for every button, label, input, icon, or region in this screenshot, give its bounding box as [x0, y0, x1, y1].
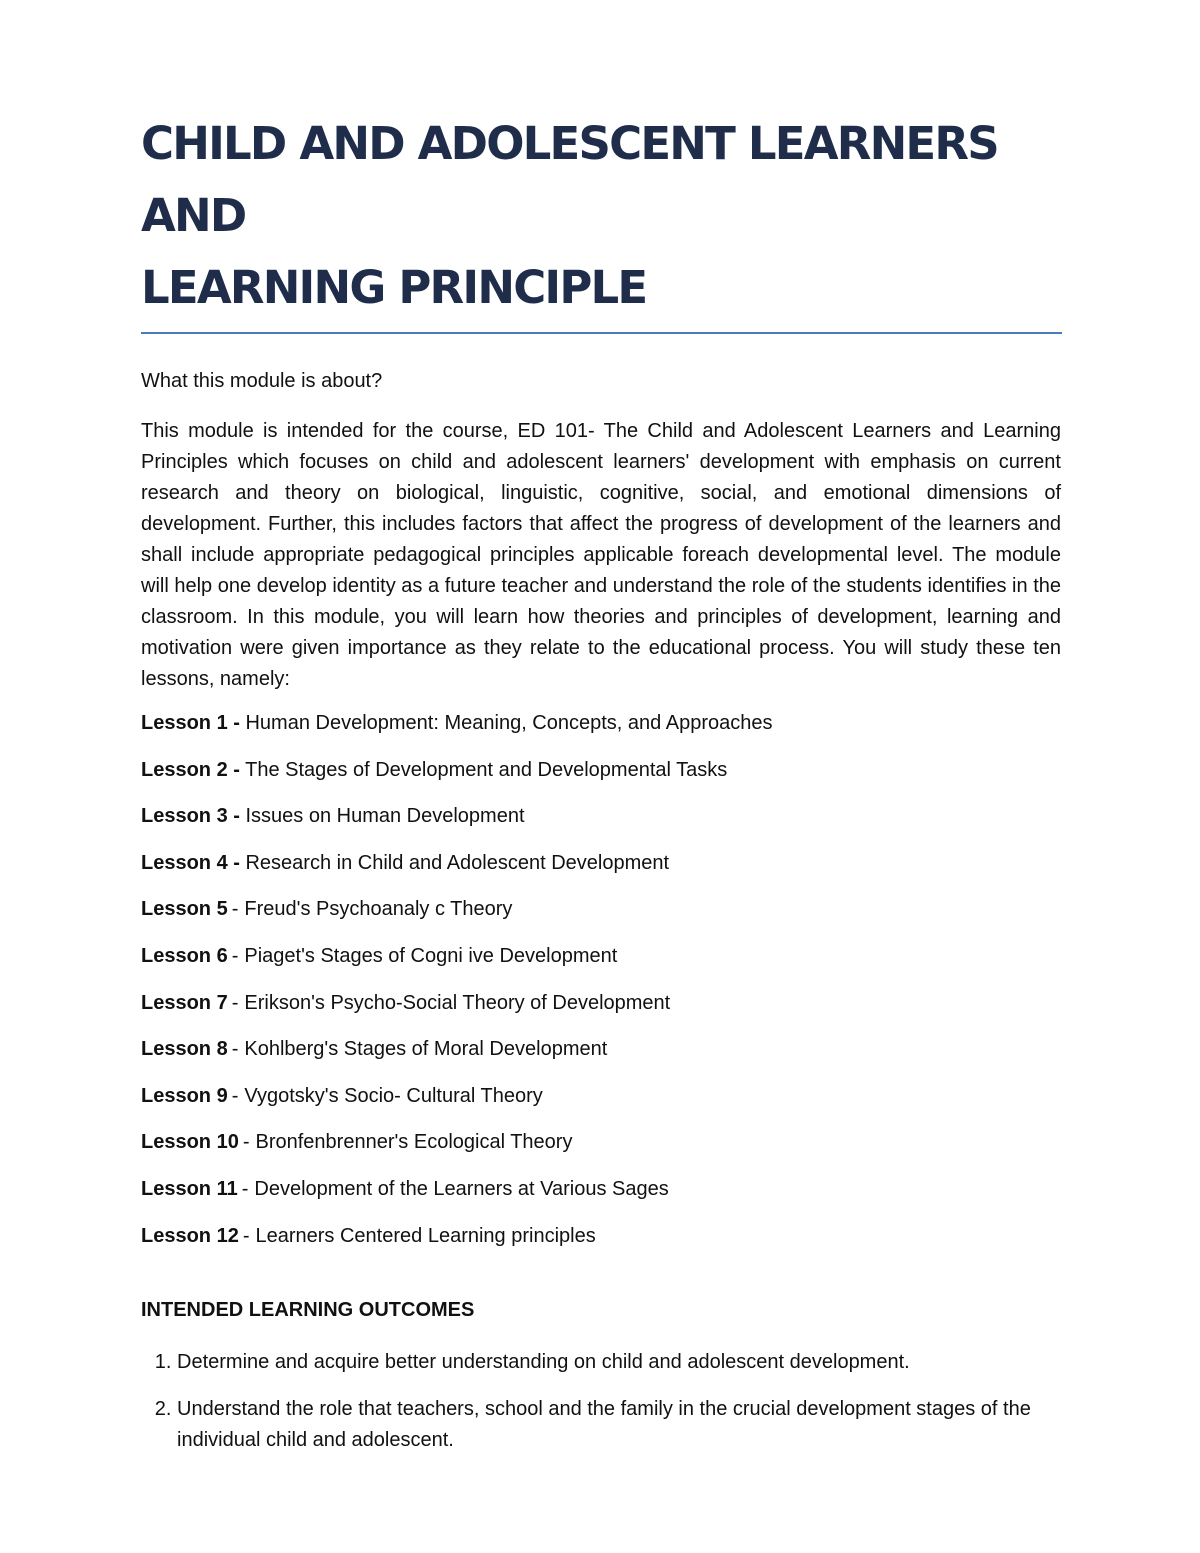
lesson-number: Lesson 4 - — [141, 851, 240, 874]
lesson-number: Lesson 3 - — [141, 805, 240, 828]
lesson-separator: - — [242, 1224, 250, 1247]
lesson-number: Lesson 8 — [141, 1038, 228, 1061]
lesson-item — [141, 991, 1061, 1015]
lesson-item — [141, 897, 1061, 921]
lesson-title: Freud's Psychoanaly c Theory — [244, 898, 513, 921]
lesson-separator: - — [231, 1084, 239, 1107]
lesson-title: Issues on Human Development — [245, 805, 525, 828]
lesson-title: Vygotsky's Socio- Cultural Theory — [244, 1084, 543, 1107]
lesson-item — [141, 804, 1061, 828]
lesson-item — [141, 1037, 1061, 1061]
lesson-title: Bronfenbrenner's Ecological Theory — [255, 1131, 573, 1154]
lesson-title: Learners Centered Learning principles — [255, 1224, 596, 1247]
lesson-title: Development of the Learners at Various Sages — [254, 1177, 669, 1200]
document-title — [141, 108, 1061, 324]
lesson-title: Piaget's Stages of Cogni ive Development — [244, 944, 618, 967]
lesson-separator: - — [241, 1177, 249, 1200]
outcome-item: 1. Determine and acquire better understanding on child and adolescent development. — [177, 1347, 1061, 1378]
lesson-number: Lesson 7 — [141, 991, 228, 1014]
lesson-title: Erikson's Psycho-Social Theory of Development — [244, 991, 671, 1014]
outcomes-list — [141, 1347, 1061, 1456]
lesson-separator: - — [231, 1038, 239, 1061]
lesson-number: Lesson 6 — [141, 944, 228, 967]
lesson-number: Lesson 5 — [141, 898, 228, 921]
lesson-item — [141, 851, 1061, 875]
lesson-item — [141, 1130, 1061, 1154]
lesson-separator: - — [231, 898, 239, 921]
lesson-separator: - — [231, 991, 239, 1014]
lesson-item — [141, 711, 1061, 735]
document-page — [141, 108, 1061, 1472]
lesson-title: Research in Child and Adolescent Development — [245, 851, 670, 874]
lesson-item — [141, 1177, 1061, 1201]
lesson-item — [141, 944, 1061, 968]
lesson-number: Lesson 12 — [141, 1224, 239, 1247]
lesson-separator: - — [242, 1131, 250, 1154]
lesson-number: Lesson 2 - — [141, 758, 240, 781]
outcome-item: 2. Understand the role that teachers, school and the family in the crucial development stages of the individual child and adolescent. — [177, 1394, 1061, 1456]
lesson-title: The Stages of Development and Developmental Tasks — [245, 758, 728, 781]
lesson-title: Kohlberg's Stages of Moral Development — [244, 1038, 608, 1061]
title-line-2: LEARNING PRINCIPLE — [141, 261, 647, 314]
lesson-list — [141, 711, 1061, 1248]
lesson-number: Lesson 11 — [141, 1177, 238, 1200]
lesson-item — [141, 758, 1061, 782]
lesson-number: Lesson 9 — [141, 1084, 228, 1107]
lesson-item — [141, 1084, 1061, 1108]
title-line-1: CHILD AND ADOLESCENT LEARNERS AND — [141, 117, 998, 242]
lesson-number: Lesson 10 — [141, 1131, 239, 1154]
lesson-item — [141, 1224, 1061, 1248]
lesson-number: Lesson 1 - — [141, 712, 240, 734]
about-heading: What this module is about? — [141, 370, 383, 392]
lesson-separator: - — [231, 944, 239, 967]
lesson-title: Human Development: Meaning, Concepts, and Approaches — [245, 712, 773, 734]
title-divider — [141, 332, 1062, 334]
outcomes-heading: INTENDED LEARNING OUTCOMES — [141, 1298, 475, 1321]
intro-paragraph: This module is intended for the course, ED 101- The Child and Adolescent Learners and Learning Principles which focuses on child and adolescent learners' development with emphasis on current research and theory on biological, linguistic, cognitive, social, and emotional dimensions of development. Further, this includes factors that affect the progress of development of the learners and shall include appropriate pedagogical principles applicable foreach developmental level. The module will help one develop identity as a future teacher and understand the role of the students identifies in the classroom. In this module, you will learn how theories and principles of development, learning and motivation were given importance as they relate to the educational process. You will study these ten lessons, namely: — [141, 420, 1061, 690]
